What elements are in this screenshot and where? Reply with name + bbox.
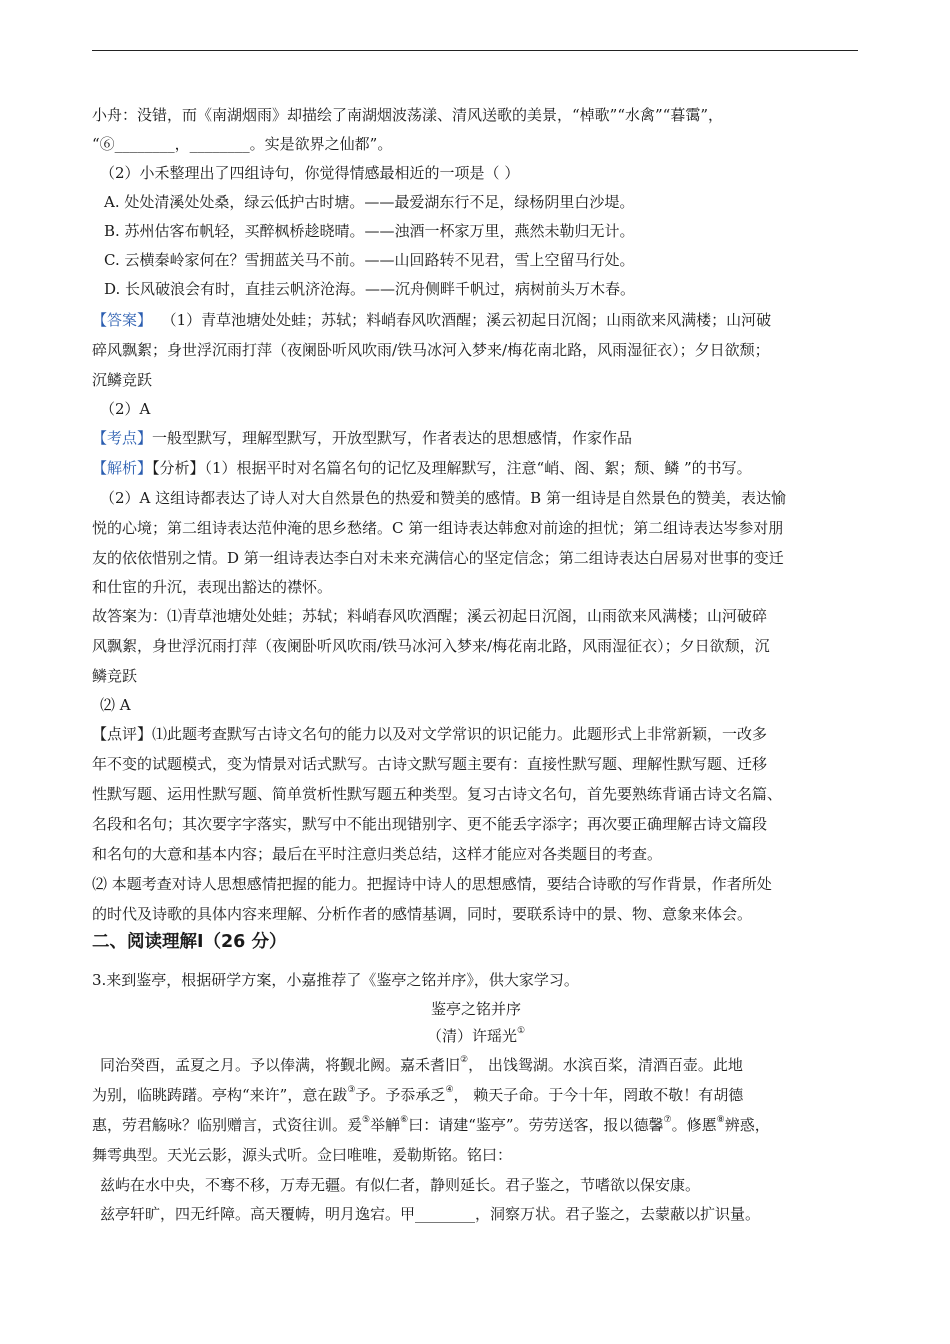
analysis-tag: 【解析】 (92, 459, 153, 477)
option-a: A. 处处清溪处处桑，绿云低护古时塘。——最爱湖东行不足，绿杨阴里白沙堤。 (104, 193, 635, 211)
analysis-text: 【分析】（1）根据平时对名篇名句的记忆及理解默写，注意“峭、阁、絮；颓、鳞 ”的书写。 (152, 459, 752, 477)
answer-line: 沉鳞竞跃 (92, 371, 153, 389)
option-b: B. 苏州估客布帆轻，买醉枫桥趁晓晴。——浊酒一杯家万里，燕然未勒归无计。 (104, 222, 635, 240)
comment-line: 和名句的大意和基本内容；最后在平时注意归类总结，这样才能应对各类题目的考查。 (92, 845, 663, 863)
analysis-line: （2）A 这组诗都表达了诗人对大自然景色的热爱和赞美的感情。B 第一组诗是自然景色的赞美，表达愉 (100, 489, 786, 507)
footnote-mark: ⑧ (716, 1115, 725, 1125)
answer-tag: 【答案】 (92, 311, 153, 329)
passage-text: 惠，劳君觞咏？临别赠言，式资往训。爰 (92, 1116, 363, 1134)
passage-text: ， 赖天子命。于今十年，罔敢不敬！有胡德 (453, 1086, 744, 1104)
comment-line: 名段和名句；其次要字字落实，默写中不能出现错别字、更不能丢字添字；再次要正确理解古诗文篇段 (92, 815, 768, 833)
inscription-line: 兹屿在水中央，不骞不移，万寿无疆。有似仁者，静则延长。君子鉴之，节嗜欲以保安康。 (100, 1176, 701, 1194)
dialogue-line: 小舟：没错，而《南湖烟雨》却描绘了南湖烟波荡漾、清风送歌的美景，“棹歌”“水禽”“暮霭”， (92, 106, 724, 124)
question-2: （2）小禾整理出了四组诗句，你觉得情感最相近的一项是（ ） (100, 164, 520, 182)
option-c: C. 云横秦岭家何在？雪拥蓝关马不前。——山回路转不见君，雪上空留马行处。 (104, 251, 635, 269)
footnote-mark: ⑦ (663, 1115, 672, 1125)
passage-text: 。修慝 (671, 1116, 717, 1134)
section-heading: 二、阅读理解Ⅰ（26 分） (92, 932, 287, 952)
comment-line: 性默写题、运用性默写题、简单赏析性默写题五种类型。复习古诗文名句，首先要熟练背诵古诗文名篇、 (92, 785, 783, 803)
passage-line: 舞雩典型。天光云影，源头式听。佥曰唯唯，爰勒斯铭。铭曰： (92, 1146, 513, 1164)
answer-text: （1）青草池塘处处蛙；苏轼；料峭春风吹酒醒；溪云初起日沉阁；山雨欲来风满楼；山河破 (161, 311, 772, 329)
comment-line: 年不变的试题模式，变为情景对话式默写。古诗文默写题主要有：直接性默写题、理解性默写题、迁移 (92, 755, 768, 773)
final-answer-line: 风飘絮，身世浮沉雨打萍（夜阑卧听风吹雨/铁马冰河入梦来/梅花南北路，风雨湿征衣）；夕日欲颓，沉 (92, 637, 770, 655)
footnote-mark: ④ (445, 1085, 454, 1095)
header-rule (92, 50, 858, 51)
comment-line: 的时代及诗歌的具体内容来理解、分析作者的感情基调，同时，要联系诗中的景、物、意象来体会。 (92, 905, 753, 923)
passage-text: 为别，临眺踌躇。亭构“来许”，意在跋 (92, 1086, 348, 1104)
kaodian-tag: 【考点】 (92, 429, 153, 447)
passage-text: ， 出饯鸳湖。水滨百桨，清酒百壶。此地 (468, 1056, 743, 1074)
option-d: D. 长风破浪会有时，直挂云帆济沧海。——沉舟侧畔千帆过，病树前头万木春。 (104, 280, 636, 298)
passage-text: 同治癸酉，孟夏之月。予以俸满，将觐北阙。嘉禾耆旧 (100, 1056, 461, 1074)
footnote-mark: ① (516, 1026, 526, 1036)
passage-line (92, 1085, 743, 1105)
final-answer-line: 鳞竞跃 (92, 667, 138, 685)
passage-line (100, 1055, 743, 1075)
passage-text: 曰：请建“鉴亭”。劳劳送客，报以德馨 (408, 1116, 664, 1134)
answer-line: （2）A (100, 400, 151, 418)
comment-line: 【点评】⑴此题考查默写古诗文名句的能力以及对文学常识的识记能力。此题形式上非常新颖，一改多 (92, 725, 768, 743)
passage-author (92, 1026, 860, 1046)
kaodian-line (92, 428, 632, 448)
analysis-line: 和仕宦的升沉，表现出豁达的襟怀。 (92, 578, 333, 596)
passage-text: 辨惑， (724, 1116, 770, 1134)
footnote-mark: ⑤ (362, 1115, 371, 1125)
passage-text: 予。予忝承乏 (355, 1086, 446, 1104)
passage-text: 举觯 (370, 1116, 401, 1134)
answer-line (92, 310, 771, 330)
comment-line: ⑵ 本题考查对诗人思想感情把握的能力。把握诗中诗人的思想感情，要结合诗歌的写作背景，作者所处 (92, 875, 772, 893)
analysis-line: 悦的心境；第二组诗表达范仲淹的思乡愁绪。C 第一组诗表达韩愈对前途的担忧；第二组诗表达岑参对朋 (92, 519, 784, 537)
dialogue-line: “⑥________，________。实是欲界之仙都”。 (92, 135, 393, 153)
footnote-mark: ③ (347, 1085, 356, 1095)
analysis-line (92, 458, 752, 478)
passage-line (92, 1115, 770, 1135)
final-answer-line: 故答案为：⑴青草池塘处处蛙；苏轼；料峭春风吹酒醒；溪云初起日沉阁，山雨欲来风满楼；山河破碎 (92, 607, 768, 625)
footnote-mark: ② (460, 1055, 469, 1065)
footnote-mark: ⑥ (400, 1115, 409, 1125)
kaodian-text: 一般型默写，理解型默写，开放型默写，作者表达的思想感情，作家作品 (152, 429, 633, 447)
question-3: 3.来到鉴亭，根据研学方案，小嘉推荐了《鉴亭之铭并序》，供大家学习。 (92, 971, 579, 989)
passage-title: 鉴亭之铭并序 (430, 1000, 521, 1018)
final-answer-line: ⑵ A (100, 696, 131, 714)
analysis-line: 友的依依惜别之情。D 第一组诗表达李白对未来充满信心的坚定信念；第二组诗表达白居易对世事的变迁 (92, 549, 784, 567)
answer-line: 碎风飘絮；身世浮沉雨打萍（夜阑卧听风吹雨/铁马冰河入梦来/梅花南北路，风雨湿征衣）；夕日欲颓； (92, 341, 770, 359)
inscription-line: 兹亭轩旷，四无纤障。高天覆帱，明月逸宕。甲________，洞察万状。君子鉴之，去蒙蔽以扩识量。 (100, 1205, 761, 1223)
author-text: （清）许瑶光 (426, 1027, 517, 1045)
